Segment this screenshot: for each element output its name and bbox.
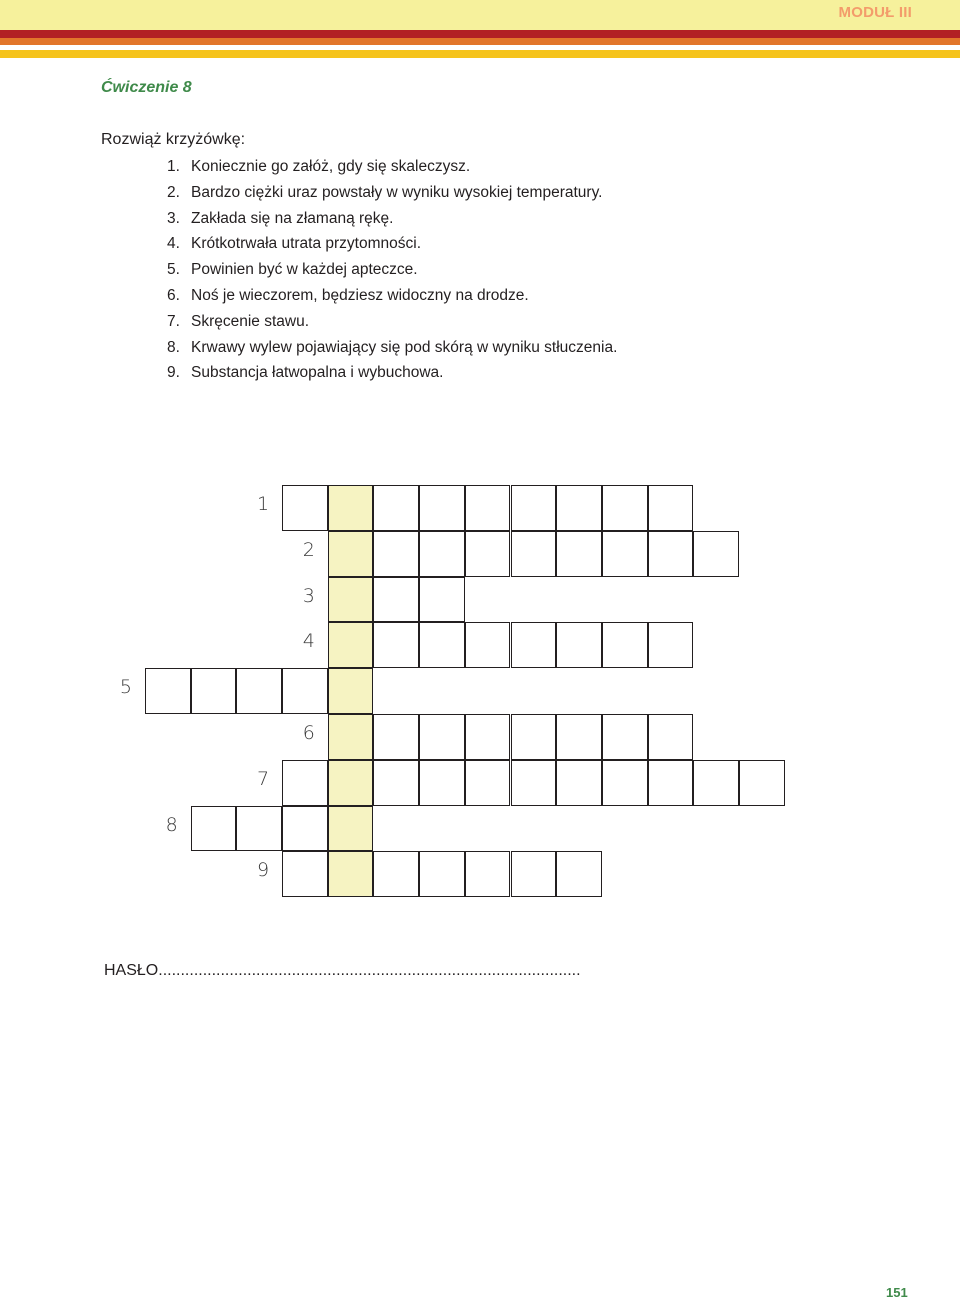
header-stripe-red	[0, 30, 960, 38]
exercise-title: Ćwiczenie 8	[101, 79, 192, 96]
crossword-cell[interactable]	[236, 668, 282, 714]
clue-text: Koniecznie go załóż, gdy się skaleczysz.	[191, 158, 471, 175]
crossword-cell[interactable]	[465, 714, 511, 760]
crossword-row-number: 8	[165, 813, 178, 836]
crossword-cell[interactable]	[693, 531, 739, 577]
clue-item	[167, 260, 617, 286]
crossword-cell[interactable]	[556, 714, 602, 760]
clue-number: 9.	[167, 364, 180, 382]
crossword-cell[interactable]	[556, 851, 602, 897]
crossword-cell[interactable]	[373, 531, 419, 577]
crossword-cell[interactable]	[282, 851, 328, 897]
crossword-cell[interactable]	[556, 531, 602, 577]
crossword-cell[interactable]	[556, 760, 602, 806]
crossword-cell[interactable]	[282, 668, 328, 714]
crossword-key-cell[interactable]	[328, 485, 374, 531]
clue-text: Zakłada się na złamaną rękę.	[191, 209, 394, 227]
crossword-cell[interactable]	[648, 714, 694, 760]
crossword-key-cell[interactable]	[328, 806, 374, 852]
crossword-cell[interactable]	[465, 760, 511, 806]
module-label: MODUŁ III	[838, 4, 912, 21]
crossword-cell[interactable]	[556, 485, 602, 531]
clue-number: 8.	[167, 338, 180, 356]
clue-item	[167, 363, 617, 389]
crossword-cell[interactable]	[739, 760, 785, 806]
crossword-cell[interactable]	[419, 531, 465, 577]
crossword-row-number: 7	[257, 767, 270, 790]
crossword-cell[interactable]	[191, 806, 237, 852]
clue-number: 7.	[167, 312, 180, 330]
answer-blank[interactable]: ...............................................................................................	[158, 962, 581, 979]
crossword-cell[interactable]	[602, 714, 648, 760]
crossword-cell[interactable]	[282, 485, 328, 531]
crossword-cell[interactable]	[282, 760, 328, 806]
crossword-cell[interactable]	[602, 485, 648, 531]
crossword-cell[interactable]	[648, 622, 694, 668]
clue-number: 3.	[167, 209, 180, 227]
crossword-cell[interactable]	[648, 760, 694, 806]
crossword-cell[interactable]	[373, 714, 419, 760]
crossword-cell[interactable]	[511, 760, 557, 806]
crossword-key-cell[interactable]	[328, 531, 374, 577]
crossword-cell[interactable]	[373, 851, 419, 897]
clue-text: Substancja łatwopalna i wybuchowa.	[191, 364, 444, 382]
crossword-cell[interactable]	[602, 531, 648, 577]
crossword-key-cell[interactable]	[328, 577, 374, 623]
crossword-cell[interactable]	[373, 760, 419, 806]
clue-item	[167, 234, 617, 260]
clue-text: Skręcenie stawu.	[191, 312, 310, 330]
clue-number: 5.	[167, 261, 180, 279]
clue-number: 6.	[167, 286, 180, 304]
clue-item	[167, 338, 617, 364]
crossword-cell[interactable]	[602, 760, 648, 806]
crossword-cell[interactable]	[419, 851, 465, 897]
clue-number: 4.	[167, 235, 180, 253]
crossword-cell[interactable]	[419, 714, 465, 760]
crossword-row-number: 9	[257, 859, 270, 882]
crossword-cell[interactable]	[465, 485, 511, 531]
crossword-key-cell[interactable]	[328, 760, 374, 806]
clue-number: 2.	[167, 183, 180, 201]
crossword-key-cell[interactable]	[328, 851, 374, 897]
crossword-cell[interactable]	[556, 622, 602, 668]
crossword-cell[interactable]	[693, 760, 739, 806]
crossword-key-cell[interactable]	[328, 622, 374, 668]
clue-item	[167, 183, 617, 209]
crossword-cell[interactable]	[511, 485, 557, 531]
crossword-row-number: 2	[302, 538, 315, 561]
crossword-row-number: 4	[302, 630, 315, 653]
crossword-row-number: 5	[119, 676, 132, 699]
clue-text: Krótkotrwała utrata przytomności.	[191, 235, 422, 253]
crossword-cell[interactable]	[145, 668, 191, 714]
crossword-cell[interactable]	[419, 485, 465, 531]
clue-text: Noś je wieczorem, będziesz widoczny na drodze.	[191, 286, 529, 304]
crossword-cell[interactable]	[602, 622, 648, 668]
crossword-cell[interactable]	[465, 851, 511, 897]
crossword-cell[interactable]	[419, 760, 465, 806]
crossword-row-number: 1	[257, 493, 270, 515]
crossword-cell[interactable]	[419, 622, 465, 668]
exercise-instruction: Rozwiąż krzyżówkę:	[101, 131, 246, 148]
crossword-cell[interactable]	[511, 622, 557, 668]
crossword-cell[interactable]	[465, 531, 511, 577]
page-number: 151	[886, 1285, 908, 1300]
clue-item	[167, 209, 617, 235]
clue-number: 1.	[167, 158, 180, 175]
crossword-cell[interactable]	[282, 806, 328, 852]
crossword-cell[interactable]	[511, 714, 557, 760]
answer-label: HASŁO	[104, 962, 159, 979]
crossword-cell[interactable]	[511, 851, 557, 897]
crossword-cell[interactable]	[191, 668, 237, 714]
crossword-cell[interactable]	[465, 622, 511, 668]
clue-item	[167, 286, 617, 312]
crossword-cell[interactable]	[511, 531, 557, 577]
clue-text: Bardzo ciężki uraz powstały w wyniku wysokiej temperatury.	[191, 183, 603, 201]
crossword-cell[interactable]	[373, 485, 419, 531]
crossword-key-cell[interactable]	[328, 668, 374, 714]
clue-item	[167, 157, 617, 183]
clue-list	[167, 157, 617, 389]
crossword-row-number: 6	[302, 722, 315, 744]
crossword-cell[interactable]	[648, 531, 694, 577]
crossword-row-number: 3	[302, 584, 315, 607]
crossword-cell[interactable]	[373, 622, 419, 668]
header-band	[0, 0, 960, 30]
crossword-cell[interactable]	[236, 806, 282, 852]
header-stripe-yellow	[0, 50, 960, 58]
crossword-cell[interactable]	[373, 577, 419, 623]
clue-item	[167, 312, 617, 338]
crossword-cell[interactable]	[419, 577, 465, 623]
crossword-key-cell[interactable]	[328, 714, 374, 760]
answer-line	[104, 962, 581, 980]
header-stripe-orange	[0, 38, 960, 45]
clue-text: Powinien być w każdej apteczce.	[191, 261, 418, 279]
crossword-cell[interactable]	[648, 485, 694, 531]
clue-text: Krwawy wylew pojawiający się pod skórą w wyniku stłuczenia.	[191, 338, 618, 356]
